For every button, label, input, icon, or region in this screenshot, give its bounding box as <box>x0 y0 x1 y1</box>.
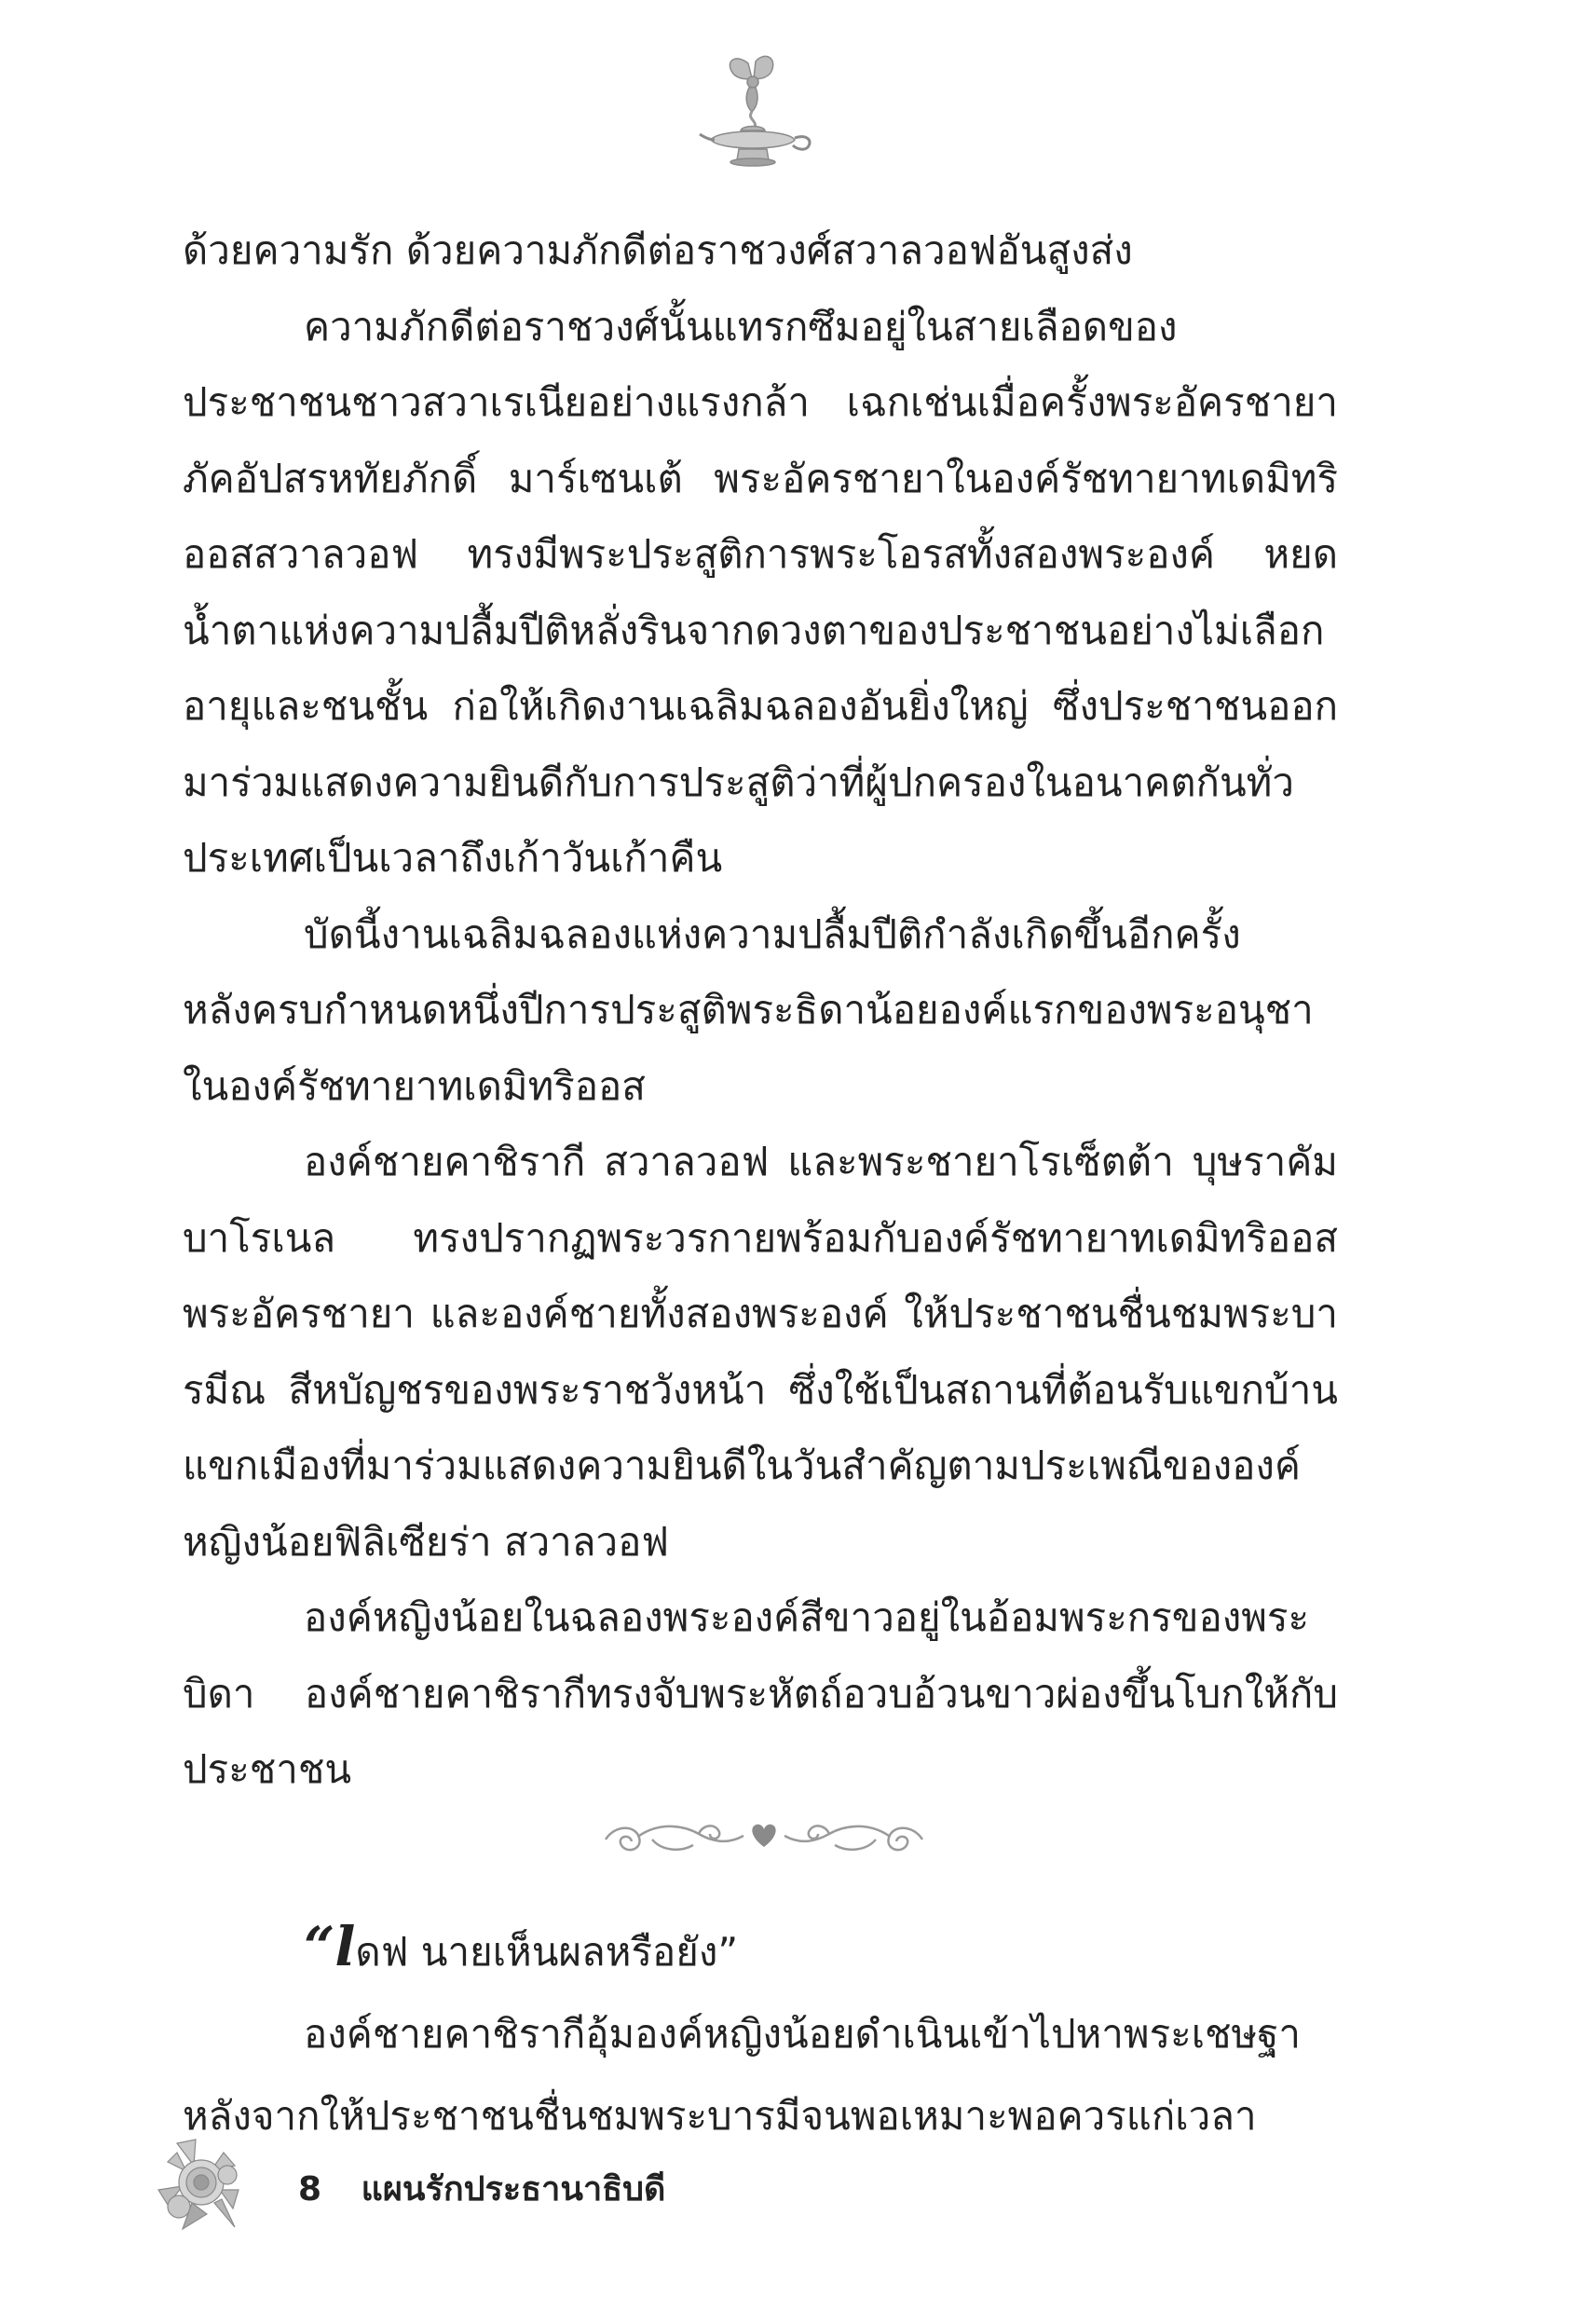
paragraph-6: องค์ชายคาชิรากีอุ้มองค์หญิงน้อยดำเนินเข้าไปหาพระเชษฐาหลังจากให้ประชาชนชื่นชมพระบารมีจนพอเหมาะพอควรแก่เวลา <box>183 2011 1301 2139</box>
paragraph-4: องค์ชายคาชิรากี สวาลวอฟ และพระชายาโรเซ็ตต้า บุษราคัมบาโรเนล ทรงปรากฏพระวรกายพร้อมกับองค์รัชทายาทเดมิทริออสพระอัครชายา และองค์ชายทั้งสองพระองค์ ให้ประชาชนชื่นชมพระบารมีณ สีหบัญชรของพระราชวังหน้า ซึ่งใช้เป็นสถานที่ต้อนรับแขกบ้านแขกเมืองที่มาร่วมแสดงความยินดีในวันสำคัญตามประเพณีขององค์หญิงน้อยฟิลิเซียร่า สวาลวอฟ <box>183 1139 1338 1565</box>
drop-initial: l <box>334 1915 356 1978</box>
page-footer <box>149 2125 894 2236</box>
section-2 <box>183 1906 1338 2157</box>
dialogue-text: ดฟ นายเห็นผลหรือยัง” <box>355 1929 739 1975</box>
paragraph-3: บัดนี้งานเฉลิมฉลองแห่งความปลื้มปีติกำลังเกิดขึ้นอีกครั้ง หลังครบกำหนดหนึ่งปีการประสูติพระธิดาน้อยองค์แรกของพระอนุชาในองค์รัชทายาทเดมิทริออส <box>183 910 1314 1109</box>
paragraph-2: ความภักดีต่อราชวงศ์นั้นแทรกซึมอยู่ในสายเลือดของประชาชนชาวสวาเรเนียอย่างแรงกล้า เฉกเช่นเมื่อครั้งพระอัครชายาภัคอัปสรหทัยภักดิ์ มาร์เซนเต้ พระอัครชายาในองค์รัชทายาทเดมิทริออสสวาลวอฟ ทรงมีพระประสูติการพระโอรสทั้งสองพระองค์ หยดน้ำตาแห่งความปลื้มปีติหลั่งรินจากดวงตาของประชาชนอย่างไม่เลือกอายุและชนชั้น ก่อให้เกิดงานเฉลิมฉลองอันยิ่งใหญ่ ซึ่งประชาชนออกมาร่วมแสดงความยินดีกับการประสูติว่าที่ผู้ปกครองในอนาคตกันทั่วประเทศเป็นเวลาถึงเก้าวันเก้าคืน <box>183 303 1338 881</box>
heart-flourish-divider-icon <box>596 1808 932 1864</box>
page-number: 8 <box>298 2170 322 2208</box>
paragraph-5: องค์หญิงน้อยในฉลองพระองค์สีขาวอยู่ในอ้อมพระกรของพระบิดา องค์ชายคาชิรากีทรงจับพระหัตถ์อวบอ้วนขาวผ่องขึ้นโบกให้กับประชาชน <box>183 1594 1338 1792</box>
book-title: แผนรักประธานาธิบดี <box>361 2170 666 2208</box>
flower-bouquet-icon <box>149 2125 261 2236</box>
footer-text <box>298 2162 665 2215</box>
genie-lamp-icon <box>690 54 819 173</box>
paragraph-1: ด้วยความรัก ด้วยความภักดีต่อราชวงศ์สวาลวอฟอันสูงส่ง <box>183 227 1133 273</box>
dialogue-line <box>183 1906 1338 1993</box>
opening-quote-mark: “ <box>304 1915 335 1978</box>
body-text <box>183 212 1338 1808</box>
